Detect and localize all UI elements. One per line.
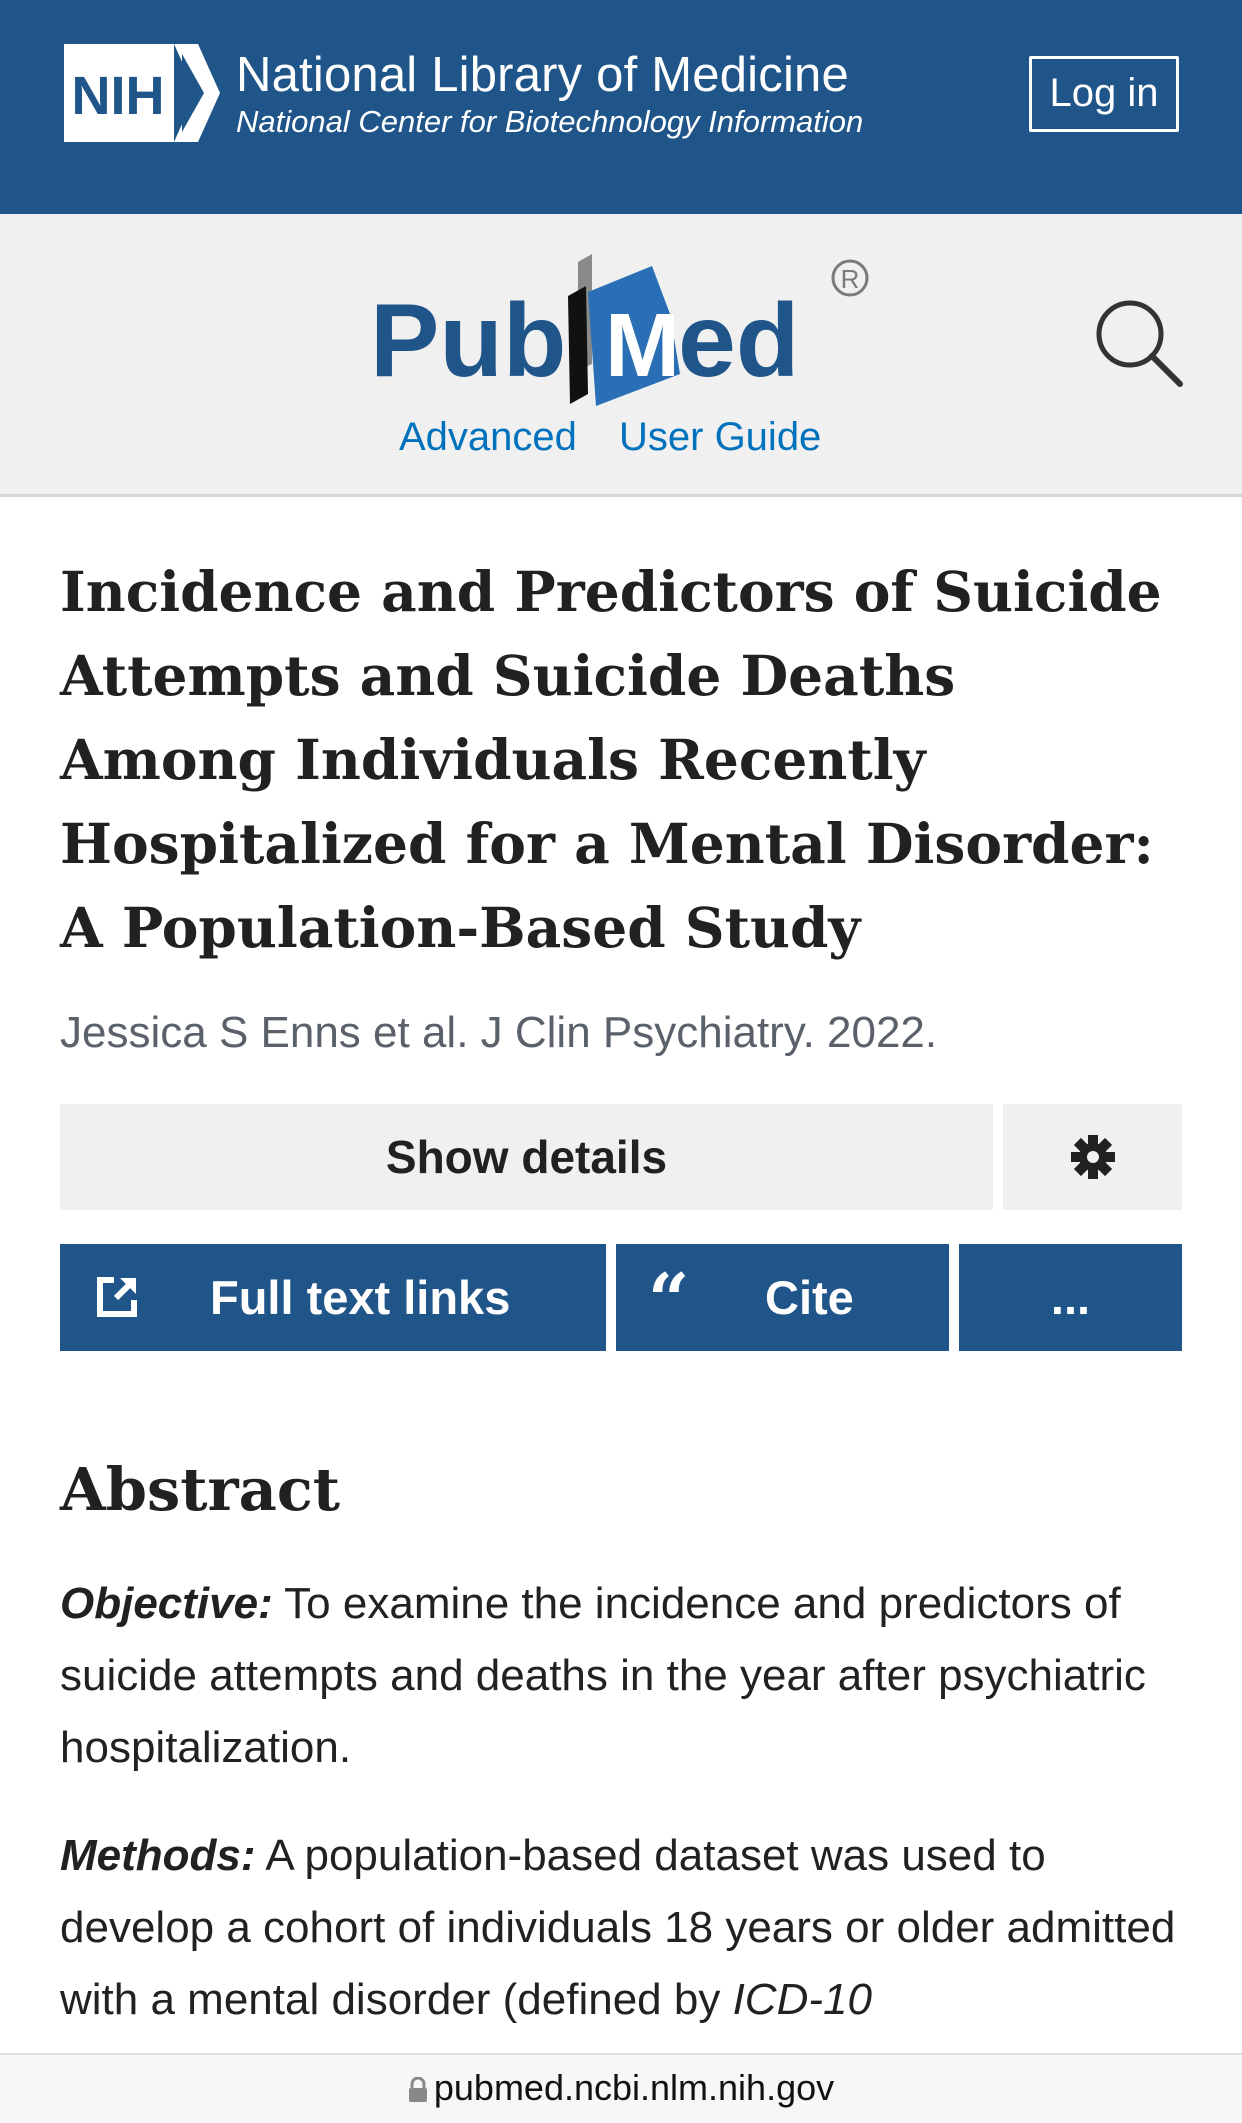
display-options-button[interactable] xyxy=(1003,1104,1182,1210)
methods-icd: ICD-10 xyxy=(732,1975,872,2024)
pubmed-logo[interactable] xyxy=(360,244,880,434)
org-name: National Library of Medicine xyxy=(236,48,849,102)
cite-button[interactable] xyxy=(616,1244,949,1351)
pubmed-logo-pub: Pub xyxy=(370,283,567,399)
svg-text:ed: ed xyxy=(678,283,800,399)
full-text-links-label: Full text links xyxy=(210,1271,511,1324)
svg-text:R: R xyxy=(840,264,860,294)
advanced-link[interactable]: Advanced xyxy=(399,415,577,459)
login-button[interactable]: Log in xyxy=(1029,56,1179,132)
full-text-links-button[interactable] xyxy=(60,1244,606,1351)
nih-logo-text: NIH xyxy=(71,66,165,126)
abstract-methods xyxy=(60,1820,1190,2036)
quote-icon: “ xyxy=(648,1257,690,1342)
url-text: pubmed.ncbi.nlm.nih.gov xyxy=(433,2067,835,2108)
user-guide-link[interactable]: User Guide xyxy=(619,415,822,459)
nih-logo[interactable] xyxy=(64,44,220,142)
abstract-heading: Abstract xyxy=(60,1455,340,1524)
url-display[interactable] xyxy=(0,2063,1242,2113)
objective-text: To examine the incidence and predictors of suicide attempts and deaths in the year after psychiatric hospitalization. xyxy=(60,1579,1146,1772)
objective-label: Objective: xyxy=(60,1579,273,1628)
gear-icon xyxy=(1069,1133,1117,1181)
search-icon[interactable] xyxy=(1090,294,1186,390)
methods-label: Methods: xyxy=(60,1831,256,1880)
nih-header xyxy=(0,0,1242,214)
org-subtitle: National Center for Biotechnology Information xyxy=(236,104,864,139)
article-title: Incidence and Predictors of Suicide Attempts and Suicide Deaths Among Individuals Recently Hospitalized for a Mental Disorder: A Population-Based Study xyxy=(60,559,1162,960)
external-link-icon xyxy=(94,1274,140,1320)
show-details-button[interactable]: Show details xyxy=(60,1104,993,1210)
methods-text: A population-based dataset was used to develop a cohort of individuals 18 years or older admitted with a mental disorder (defined by xyxy=(60,1831,1176,2024)
abstract-objective xyxy=(60,1568,1190,1784)
lock-icon xyxy=(408,2077,428,2103)
more-actions-button[interactable]: ... xyxy=(959,1244,1182,1351)
pubmed-bar xyxy=(0,214,1242,497)
browser-url-bar[interactable] xyxy=(0,2053,1242,2123)
cite-label: Cite xyxy=(765,1271,854,1324)
article-byline: Jessica S Enns et al. J Clin Psychiatry. 2022. xyxy=(60,1008,938,1057)
svg-text:M: M xyxy=(605,296,680,396)
